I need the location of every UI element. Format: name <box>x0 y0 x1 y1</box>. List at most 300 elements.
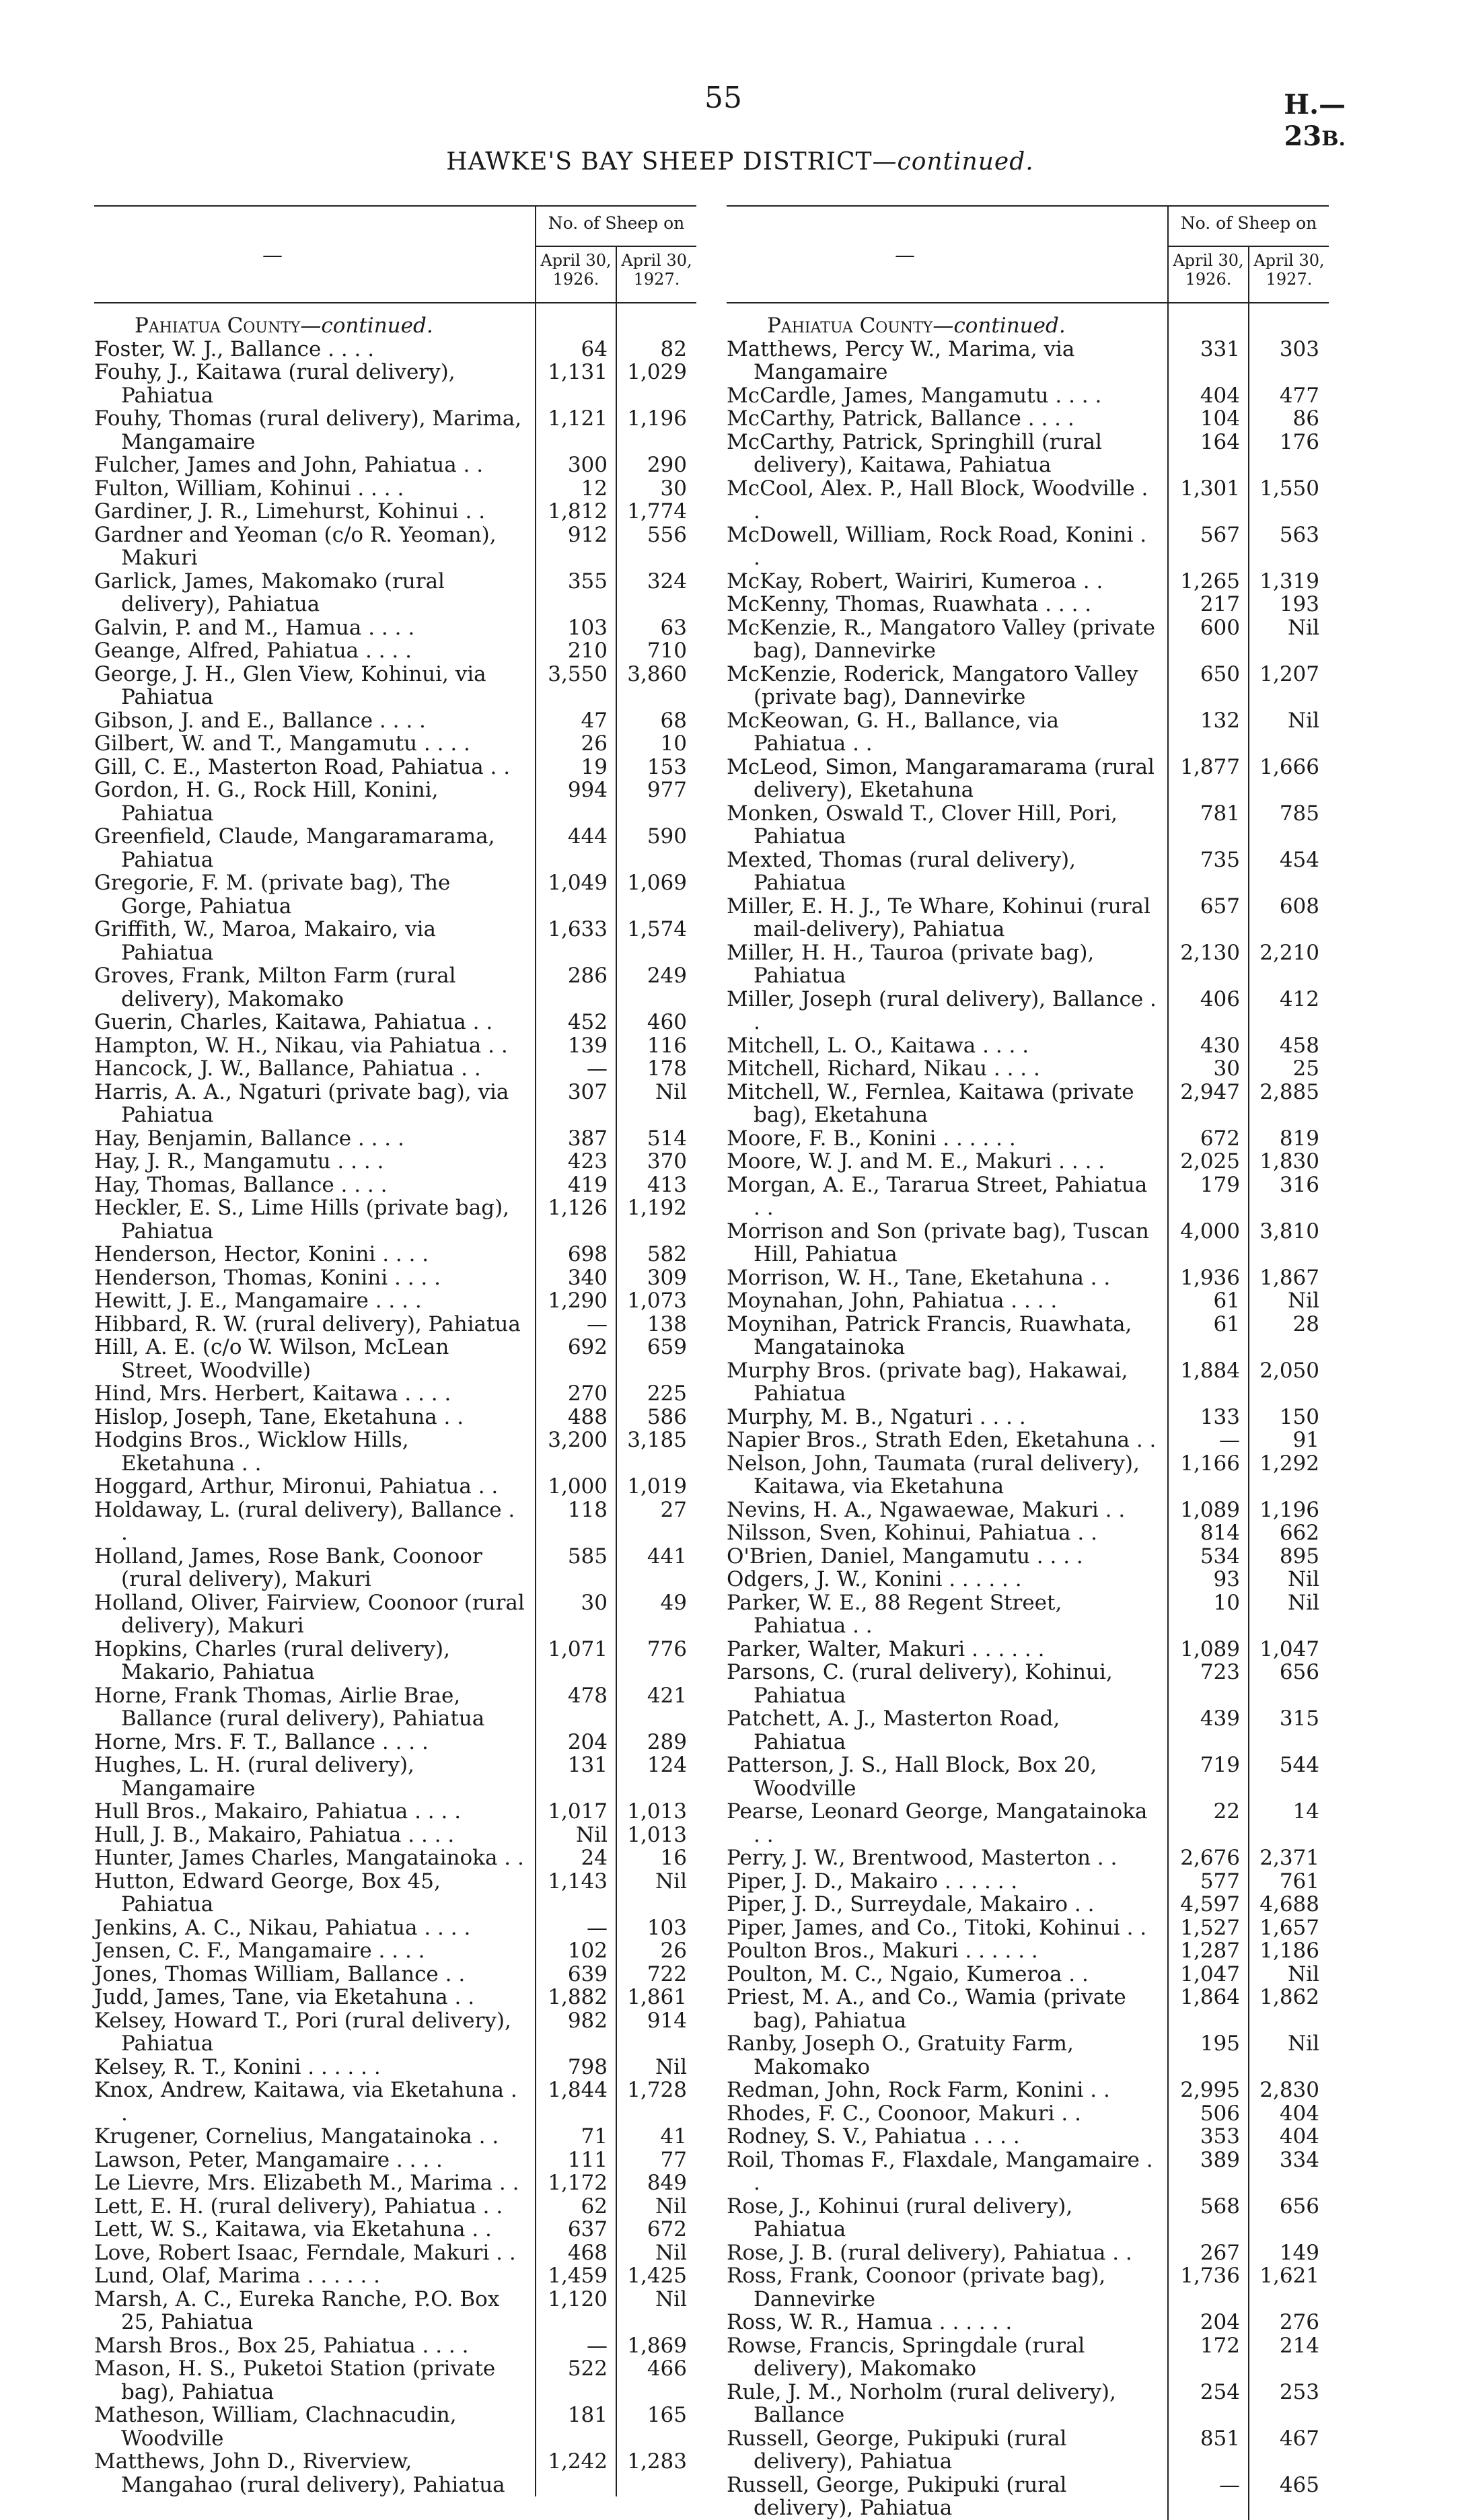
sheep-1927: 404 <box>1279 2101 1319 2126</box>
sheep-1926: 600 <box>1200 615 1240 640</box>
sheep-1927: 153 <box>647 754 687 779</box>
sheep-1927: 914 <box>647 2008 687 2033</box>
owner-name: Piper, James, and Co., Titoki, Kohinui . . <box>727 1915 1147 1940</box>
owner-name: Pearse, Leonard George, Mangatainoka . . <box>727 1799 1148 1847</box>
year-1927-header <box>1249 251 1329 289</box>
sheep-1927: 460 <box>647 1010 687 1034</box>
table-row <box>94 1266 696 1290</box>
reference-suffix: B. <box>1321 127 1346 151</box>
sheep-1926: 650 <box>1200 661 1240 686</box>
sheep-1926: 204 <box>1200 2310 1240 2334</box>
sheep-1927: 556 <box>647 522 687 547</box>
owner-name: Matthews, Percy W., Marima, via Mangamaire <box>727 336 1075 384</box>
sheep-1927: 582 <box>647 1242 687 1266</box>
table-row <box>727 1406 1329 1429</box>
sheep-1927: 590 <box>647 824 687 849</box>
table-row <box>727 384 1329 408</box>
sheep-1926: 1,166 <box>1180 1451 1240 1476</box>
sheep-1926: 2,676 <box>1180 1846 1240 1870</box>
owner-name: Fouhy, Thomas (rural delivery), Marima, Mangamaire <box>94 406 522 454</box>
sheep-1927: 1,666 <box>1259 754 1319 779</box>
table-row <box>94 1406 696 1429</box>
owner-name: Heckler, E. S., Lime Hills (private bag), Pahiatua <box>94 1196 510 1244</box>
sheep-count-header: No. of Sheep on <box>1180 213 1317 233</box>
owner-name: Henderson, Hector, Konini . . . . <box>94 1242 429 1266</box>
sheep-1927: 1,047 <box>1259 1636 1319 1661</box>
owner-name: McCarthy, Patrick, Ballance . . . . <box>727 406 1074 431</box>
sheep-1927: 253 <box>1279 2379 1319 2404</box>
sheep-1926: 735 <box>1200 847 1240 872</box>
sheep-1927: 441 <box>647 1544 687 1569</box>
table-row <box>727 1521 1329 1545</box>
owner-name: McLeod, Simon, Mangaramarama (rural delivery), Eketahuna <box>727 754 1155 802</box>
owner-name: Priest, M. A., and Co., Wamia (private bag), Pahiatua <box>727 1985 1126 2033</box>
sheep-1926: 1,882 <box>548 1985 608 2009</box>
sheep-1926: 353 <box>1200 2124 1240 2149</box>
table-row <box>727 1893 1329 1916</box>
owner-name: Hancock, J. W., Ballance, Pahiatua . . <box>94 1056 481 1081</box>
header-dash: — <box>895 244 915 267</box>
sheep-1926: 1,884 <box>1180 1358 1240 1383</box>
sheep-1927: 176 <box>1279 429 1319 454</box>
sheep-1927: 785 <box>1279 801 1319 826</box>
owner-name: Hind, Mrs. Herbert, Kaitawa . . . . <box>94 1381 451 1406</box>
table-row <box>727 709 1329 756</box>
table-row <box>727 1429 1329 1452</box>
sheep-1927: 466 <box>647 2356 687 2381</box>
table-row <box>94 871 696 918</box>
sheep-1927: 1,830 <box>1259 1149 1319 1174</box>
table-row <box>94 1684 696 1731</box>
table-row <box>727 849 1329 895</box>
sheep-1927: Nil <box>655 2240 687 2265</box>
owner-name: Ross, W. R., Hamua . . . . . . <box>727 2310 1013 2334</box>
sheep-1927: Nil <box>1288 1567 1319 1591</box>
owner-name: Nelson, John, Taumata (rural delivery), Kaitawa, via Eketahuna <box>727 1451 1140 1499</box>
owner-name: Russell, George, Pukipuki (rural delivery), Pahiatua <box>727 2426 1067 2474</box>
owner-name: O'Brien, Daniel, Mangamutu . . . . <box>727 1544 1083 1569</box>
owner-name: Moore, F. B., Konini . . . . . . <box>727 1126 1016 1151</box>
sheep-1927: 467 <box>1279 2426 1319 2451</box>
sheep-1926: 1,131 <box>548 360 608 384</box>
table-row <box>94 825 696 871</box>
sheep-1926: 4,000 <box>1180 1219 1240 1244</box>
table-row <box>94 1127 696 1151</box>
owner-name: Moynihan, Patrick Francis, Ruawhata, Mangatainoka <box>727 1311 1132 1359</box>
sheep-1927: 662 <box>1279 1521 1319 1545</box>
sheep-1927: 454 <box>1279 847 1319 872</box>
sheep-1926: 439 <box>1200 1706 1240 1731</box>
table-row <box>727 2264 1329 2311</box>
table-row <box>727 1266 1329 1290</box>
sheep-1927: 3,860 <box>627 661 687 686</box>
table-row <box>94 1382 696 1406</box>
sheep-1926: 1,049 <box>548 871 608 895</box>
table-row <box>94 2218 696 2241</box>
sheep-1926: 204 <box>567 1729 608 1754</box>
sheep-1927: 849 <box>647 2171 687 2195</box>
sheep-1927: 14 <box>1292 1799 1319 1824</box>
sheep-1927: 413 <box>647 1172 687 1197</box>
owner-name: Hay, Thomas, Ballance . . . . <box>94 1172 388 1197</box>
table-row <box>727 1220 1329 1266</box>
sheep-1927: 977 <box>647 778 687 802</box>
sheep-1927: 178 <box>647 1056 687 1081</box>
owner-name: Hughes, L. H. (rural delivery), Mangamaire <box>94 1753 414 1801</box>
table-row <box>94 1243 696 1266</box>
owner-name: Morrison and Son (private bag), Tuscan Hill, Pahiatua <box>727 1219 1149 1266</box>
sheep-1926: 131 <box>567 1753 608 1777</box>
owner-name: Holdaway, L. (rural delivery), Ballance . . <box>94 1497 515 1545</box>
table-row <box>94 2195 696 2219</box>
table-row <box>727 407 1329 431</box>
sheep-1927: 124 <box>647 1753 687 1777</box>
table-row <box>727 1986 1329 2032</box>
sheep-1926: 692 <box>567 1335 608 1359</box>
sheep-1927: 149 <box>1279 2240 1319 2265</box>
table-row <box>94 1289 696 1313</box>
table-row <box>727 1661 1329 1707</box>
sheep-1926: 139 <box>567 1033 608 1058</box>
sheep-1927: Nil <box>1288 708 1319 733</box>
table-row <box>727 1939 1329 1963</box>
county-name: Pahiatua County <box>135 314 301 338</box>
owner-name: Fulton, William, Kohinui . . . . <box>94 476 404 501</box>
table-row <box>94 1638 696 1684</box>
sheep-1926: 577 <box>1200 1869 1240 1894</box>
sheep-1926: 12 <box>581 476 608 501</box>
sheep-1926: 452 <box>567 1010 608 1034</box>
sheep-1926: 62 <box>581 2194 608 2219</box>
sheep-1926: 2,947 <box>1180 1079 1240 1104</box>
sheep-1926: 488 <box>567 1404 608 1429</box>
table-body <box>94 303 696 2496</box>
owner-name: Harris, A. A., Ngaturi (private bag), via Pahiatua <box>94 1079 509 1127</box>
table-row <box>94 1499 696 1545</box>
sheep-1926: 912 <box>567 522 608 547</box>
owner-name: Miller, Joseph (rural delivery), Ballance . . <box>727 986 1157 1034</box>
sheep-1927: 1,283 <box>627 2449 687 2474</box>
sheep-1927: 819 <box>1279 1126 1319 1151</box>
owner-name: Mitchell, L. O., Kaitawa . . . . <box>727 1033 1029 1058</box>
sheep-1926: 61 <box>1213 1311 1240 1336</box>
sheep-1926: 30 <box>581 1590 608 1615</box>
table-row <box>727 941 1329 988</box>
sheep-1926: 1,242 <box>548 2449 608 2474</box>
sheep-1926: 419 <box>567 1172 608 1197</box>
owner-name: Mitchell, W., Fernlea, Kaitawa (private bag), Eketahuna <box>727 1079 1134 1127</box>
table-row <box>727 1150 1329 1174</box>
table-row <box>727 593 1329 616</box>
table-row <box>94 779 696 825</box>
sheep-1926: 982 <box>567 2008 608 2033</box>
owner-name: Parker, W. E., 88 Regent Street, Pahiatua . . <box>727 1590 1062 1638</box>
sheep-1927: 370 <box>647 1149 687 1174</box>
table-row <box>94 2079 696 2125</box>
table-row <box>94 1800 696 1824</box>
sheep-1926: 93 <box>1213 1567 1240 1591</box>
sheep-1927: 1,029 <box>627 360 687 384</box>
owner-name: Nevins, H. A., Ngawaewae, Makuri . . <box>727 1497 1126 1522</box>
sheep-1927: 27 <box>660 1497 687 1522</box>
sheep-1927: 710 <box>647 639 687 663</box>
owner-name: Gordon, H. G., Rock Hill, Konini, Pahiatua <box>94 778 439 826</box>
sheep-1926: 1,143 <box>548 1869 608 1894</box>
owner-name: Hutton, Edward George, Box 45, Pahiatua <box>94 1869 441 1916</box>
sheep-1927: 514 <box>647 1126 687 1151</box>
owner-name: Marsh Bros., Box 25, Pahiatua . . . . <box>94 2333 469 2358</box>
sheep-1926: 26 <box>581 731 608 756</box>
owner-name: Hay, Benjamin, Ballance . . . . <box>94 1126 404 1151</box>
sheep-1926: 1,089 <box>1180 1636 1240 1661</box>
sheep-1926: 64 <box>581 336 608 361</box>
table-row <box>94 1754 696 1800</box>
owner-name: Guerin, Charles, Kaitawa, Pahiatua . . <box>94 1010 493 1034</box>
sheep-1927: 544 <box>1279 1753 1319 1777</box>
sheep-1927: Nil <box>655 2054 687 2079</box>
table-row <box>94 1174 696 1197</box>
sheep-1927: Nil <box>1288 2031 1319 2056</box>
sheep-1926: 340 <box>567 1265 608 1290</box>
table-row <box>727 2334 1329 2381</box>
title-continued: continued. <box>897 148 1034 176</box>
owner-name: Horne, Frank Thomas, Airlie Brae, Ballance (rural delivery), Pahiatua <box>94 1683 485 1731</box>
table-row <box>94 732 696 756</box>
table-row <box>94 2241 696 2265</box>
owner-name: Lett, E. H. (rural delivery), Pahiatua . . <box>94 2194 503 2219</box>
owner-name: Matthews, John D., Riverview, Mangahao (rural delivery), Pahiatua <box>94 2449 505 2497</box>
table-row <box>94 2009 696 2056</box>
table-row <box>94 2125 696 2149</box>
sheep-1927: 316 <box>1279 1172 1319 1197</box>
owner-name: Murphy, M. B., Ngaturi . . . . <box>727 1404 1026 1429</box>
sheep-1927: 1,869 <box>627 2333 687 2358</box>
table-row <box>94 1034 696 1058</box>
year-1926-header <box>1169 251 1248 289</box>
owner-name: Perry, J. W., Brentwood, Masterton . . <box>727 1846 1118 1870</box>
table-row <box>94 639 696 663</box>
sheep-1926: 468 <box>567 2240 608 2265</box>
sheep-1927: 563 <box>1279 522 1319 547</box>
sheep-1927: 477 <box>1279 383 1319 408</box>
sheep-1926: 851 <box>1200 2426 1240 2451</box>
table-row <box>94 2450 696 2496</box>
table-row <box>727 2381 1329 2427</box>
sheep-1926: — <box>1219 2472 1240 2497</box>
owner-name: Ross, Frank, Coonoor (private bag), Dannevirke <box>727 2264 1106 2311</box>
sheep-1926: — <box>587 2333 608 2358</box>
sheep-1926: 994 <box>567 778 608 802</box>
sheep-1927: 659 <box>647 1335 687 1359</box>
sheep-1927: 249 <box>647 964 687 988</box>
owner-name: Jensen, C. F., Mangamaire . . . . <box>94 1939 425 1963</box>
table-row <box>727 2311 1329 2334</box>
sheep-1927: 1,657 <box>1259 1915 1319 1940</box>
table-row <box>94 756 696 779</box>
owner-name: Parsons, C. (rural delivery), Kohinui, Pahiatua <box>727 1660 1113 1708</box>
sheep-1927: 1,774 <box>627 499 687 524</box>
sheep-1926: 506 <box>1200 2101 1240 2126</box>
sheep-1926: 478 <box>567 1683 608 1708</box>
owner-name: McKeowan, G. H., Ballance, via Pahiatua . . <box>727 708 1059 756</box>
sheep-1926: 2,130 <box>1180 940 1240 965</box>
owner-name: Matheson, William, Clachnacudin, Woodville <box>94 2403 457 2451</box>
owner-name: McCarthy, Patrick, Springhill (rural delivery), Kaitawa, Pahiatua <box>727 429 1102 477</box>
table-row <box>727 1568 1329 1591</box>
year-1926-date: April 30, <box>1173 251 1244 270</box>
table-row <box>94 964 696 1011</box>
table-row <box>727 2241 1329 2265</box>
table-row <box>94 1916 696 1940</box>
sheep-1926: 307 <box>567 1079 608 1104</box>
sheep-1927: 1,196 <box>1259 1497 1319 1522</box>
table-row <box>727 756 1329 802</box>
table-row <box>727 1359 1329 1406</box>
sheep-1927: 1,192 <box>627 1196 687 1220</box>
sheep-1926: 111 <box>567 2147 608 2172</box>
sheep-1927: 2,210 <box>1259 940 1319 965</box>
sheep-1926: 406 <box>1200 986 1240 1011</box>
year-1927-year: 1927. <box>1266 270 1313 289</box>
sheep-1926: 423 <box>567 1149 608 1174</box>
year-1926-header <box>536 251 616 289</box>
sheep-1926: 1,172 <box>548 2171 608 2195</box>
table-row <box>94 2404 696 2450</box>
sheep-1927: 41 <box>660 2124 687 2149</box>
owner-name: Hopkins, Charles (rural delivery), Makario, Pahiatua <box>94 1636 450 1684</box>
owner-name: Monken, Oswald T., Clover Hill, Pori, Pahiatua <box>727 801 1118 849</box>
owner-name: Lawson, Peter, Mangamaire . . . . <box>94 2147 443 2172</box>
sheep-1926: 444 <box>567 824 608 849</box>
sheep-1927: 1,069 <box>627 871 687 895</box>
owner-name: Rodney, S. V., Pahiatua . . . . <box>727 2124 1020 2149</box>
table-row <box>727 2102 1329 2126</box>
sheep-1926: 585 <box>567 1544 608 1569</box>
owner-name: Gibson, J. and E., Ballance . . . . <box>94 708 426 733</box>
owner-name: Kelsey, R. T., Konini . . . . . . <box>94 2054 381 2079</box>
table-row <box>94 1870 696 1916</box>
sheep-1926: 1,864 <box>1180 1985 1240 2009</box>
sheep-1927: 2,830 <box>1259 2078 1319 2102</box>
table-row <box>727 616 1329 663</box>
table-row <box>94 361 696 407</box>
table-row <box>727 2032 1329 2079</box>
table-row <box>94 338 696 361</box>
table-row <box>94 1057 696 1081</box>
table-row <box>94 500 696 524</box>
sheep-1926: 102 <box>567 1939 608 1963</box>
table-row <box>94 1336 696 1382</box>
sheep-1926: 1,527 <box>1180 1915 1240 1940</box>
sheep-1926: 1,265 <box>1180 569 1240 593</box>
county-heading <box>727 314 1329 338</box>
sheep-1926: 217 <box>1200 592 1240 616</box>
owner-name: Hislop, Joseph, Tane, Eketahuna . . <box>94 1404 464 1429</box>
sheep-1927: 3,810 <box>1259 1219 1319 1244</box>
year-1927-year: 1927. <box>633 270 680 289</box>
sheep-1927: 1,861 <box>627 1985 687 2009</box>
sheep-1927: 465 <box>1279 2472 1319 2497</box>
sheep-1927: 776 <box>647 1636 687 1661</box>
sheep-1926: 4,597 <box>1180 1892 1240 1916</box>
sheep-1926: 355 <box>567 569 608 593</box>
sheep-1927: 2,050 <box>1259 1358 1319 1383</box>
owner-name: Hill, A. E. (c/o W. Wilson, McLean Street, Woodville) <box>94 1335 449 1383</box>
table-row <box>727 2125 1329 2149</box>
owner-name: Mason, H. S., Puketoi Station (private bag), Pahiatua <box>94 2356 496 2404</box>
owner-name: McKay, Robert, Wairiri, Kumeroa . . <box>727 569 1103 593</box>
table-row <box>727 1963 1329 1986</box>
table-row <box>94 709 696 733</box>
page-title <box>336 148 1144 176</box>
sheep-1927: Nil <box>655 2287 687 2311</box>
table-row <box>94 1731 696 1754</box>
sheep-1927: 656 <box>1279 2194 1319 2219</box>
year-1927-header <box>617 251 696 289</box>
table-row <box>94 1824 696 1847</box>
sheep-1926: 781 <box>1200 801 1240 826</box>
sheep-1926: 1,071 <box>548 1636 608 1661</box>
sheep-1926: 22 <box>1213 1799 1240 1824</box>
table-row <box>727 1127 1329 1151</box>
owner-name: Krugener, Cornelius, Mangatainoka . . <box>94 2124 499 2149</box>
sheep-1926: 1,121 <box>548 406 608 431</box>
owner-name: Garlick, James, Makomako (rural delivery), Pahiatua <box>94 569 445 616</box>
sheep-1927: 1,621 <box>1259 2264 1319 2288</box>
owner-name: Rose, J., Kohinui (rural delivery), Pahiatua <box>727 2194 1073 2241</box>
table-row <box>94 1196 696 1243</box>
table-row <box>94 1846 696 1870</box>
sheep-1927: 2,885 <box>1259 1079 1319 1104</box>
sheep-1927: 895 <box>1279 1544 1319 1569</box>
owner-name: Poulton, M. C., Ngaio, Kumeroa . . <box>727 1961 1089 1986</box>
sheep-1927: 4,688 <box>1259 1892 1319 1916</box>
sheep-1926: — <box>587 1056 608 1081</box>
sheep-1927: 1,319 <box>1259 569 1319 593</box>
sheep-1926: 1,459 <box>548 2264 608 2288</box>
table-row <box>94 918 696 964</box>
table-body <box>727 303 1329 2520</box>
owner-name: Love, Robert Isaac, Ferndale, Makuri . . <box>94 2240 516 2265</box>
sheep-1926: 30 <box>1213 1056 1240 1081</box>
sheep-1927: 1,425 <box>627 2264 687 2288</box>
table-row <box>727 2195 1329 2241</box>
owner-name: Piper, J. D., Surreydale, Makairo . . <box>727 1892 1095 1916</box>
table-row <box>94 2149 696 2172</box>
sheep-1927: 214 <box>1279 2333 1319 2358</box>
sheep-1927: 49 <box>660 1590 687 1615</box>
owner-name: Murphy Bros. (private bag), Hakawai, Pahiatua <box>727 1358 1128 1406</box>
sheep-1927: 225 <box>647 1381 687 1406</box>
right-column <box>727 205 1329 2520</box>
sheep-1927: 10 <box>660 731 687 756</box>
sheep-1927: 1,013 <box>627 1822 687 1847</box>
sheep-1926: 1,287 <box>1180 1939 1240 1963</box>
owner-name: Henderson, Thomas, Konini . . . . <box>94 1265 441 1290</box>
sheep-1926: 1,047 <box>1180 1961 1240 1986</box>
sheep-1927: Nil <box>1288 615 1319 640</box>
sheep-1926: 2,995 <box>1180 2078 1240 2102</box>
sheep-1926: 639 <box>567 1961 608 1986</box>
table-row <box>727 1916 1329 1940</box>
sheep-1926: 3,550 <box>548 661 608 686</box>
owner-name: Galvin, P. and M., Hamua . . . . <box>94 615 415 640</box>
sheep-1926: 1,120 <box>548 2287 608 2311</box>
owner-name: Holland, James, Rose Bank, Coonoor (rural delivery), Makuri <box>94 1544 482 1591</box>
sheep-1926: 1,017 <box>548 1799 608 1824</box>
owner-name: Le Lievre, Mrs. Elizabeth M., Marima . . <box>94 2171 519 2195</box>
owner-name: Gilbert, W. and T., Mangamutu . . . . <box>94 731 470 756</box>
